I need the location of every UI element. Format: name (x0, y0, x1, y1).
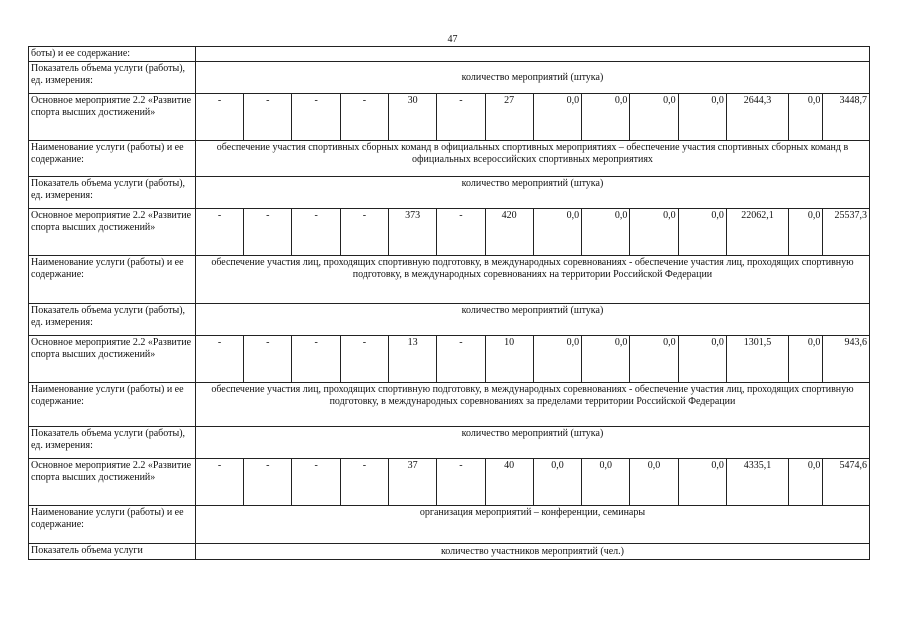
row-label: Показатель объема услуги (работы), ед. измерения: (29, 304, 196, 336)
data-cell: 0,0 (630, 336, 678, 383)
data-cell: - (244, 336, 292, 383)
table-row (29, 47, 870, 62)
data-cell: - (340, 209, 388, 256)
row-content: количество мероприятий (штука) (195, 177, 869, 209)
data-cell: 943,6 (823, 336, 870, 383)
data-cell: 0,0 (678, 94, 726, 141)
table-row (29, 459, 870, 506)
row-content: обеспечение участия спортивных сборных команд в официальных спортивных мероприятиях – обеспечение участия спортивных сборных команд в официальных всероссийских спортивных мероприятиях (195, 141, 869, 177)
data-cell: - (195, 94, 243, 141)
data-cell: 0,0 (789, 336, 823, 383)
data-cell: - (340, 459, 388, 506)
data-cell: 0,0 (533, 209, 581, 256)
data-cell: 0,0 (533, 336, 581, 383)
table-row (29, 94, 870, 141)
table-row (29, 209, 870, 256)
table-row (29, 383, 870, 427)
data-cell: 0,0 (789, 459, 823, 506)
data-cell: - (244, 459, 292, 506)
data-cell: - (292, 336, 340, 383)
data-cell: 373 (389, 209, 437, 256)
row-label: Наименование услуги (работы) и ее содержание: (29, 506, 196, 544)
data-cell: 0,0 (789, 209, 823, 256)
data-cell: - (437, 209, 485, 256)
row-label: Показатель объема услуги (работы), ед. измерения: (29, 427, 196, 459)
data-cell: 0,0 (533, 94, 581, 141)
data-cell: - (244, 209, 292, 256)
data-cell: 420 (485, 209, 533, 256)
row-content: обеспечение участия лиц, проходящих спортивную подготовку, в международных соревнованиях - обеспечение участия лиц, проходящих спортивную подготовку, в международных соревнованиях на территории Российской Федерации (195, 256, 869, 304)
row-label: Наименование услуги (работы) и ее содержание: (29, 383, 196, 427)
data-cell: 0,0 (582, 459, 630, 506)
table-row (29, 177, 870, 209)
row-label: Наименование услуги (работы) и ее содержание: (29, 256, 196, 304)
data-cell: 13 (389, 336, 437, 383)
data-cell: 5474,6 (823, 459, 870, 506)
data-cell: - (437, 336, 485, 383)
data-cell: 0,0 (533, 459, 581, 506)
data-cell: 0,0 (630, 459, 678, 506)
row-label: боты) и ее содержание: (29, 47, 196, 62)
table-row (29, 427, 870, 459)
data-cell: 2644,3 (726, 94, 788, 141)
data-cell: 30 (389, 94, 437, 141)
data-cell: 0,0 (582, 94, 630, 141)
row-label: Показатель объема услуги (29, 544, 196, 560)
data-cell: 25537,3 (823, 209, 870, 256)
row-content: количество мероприятий (штука) (195, 62, 869, 94)
data-cell: 0,0 (678, 209, 726, 256)
data-cell: 40 (485, 459, 533, 506)
table-row (29, 141, 870, 177)
row-label: Основное мероприятие 2.2 «Развитие спорта высших достижений» (29, 459, 196, 506)
data-cell: - (292, 209, 340, 256)
data-cell: 0,0 (630, 209, 678, 256)
data-cell: - (244, 94, 292, 141)
table-row (29, 336, 870, 383)
page-number: 47 (447, 34, 458, 45)
data-cell: 4335,1 (726, 459, 788, 506)
row-label: Показатель объема услуги (работы), ед. измерения: (29, 177, 196, 209)
data-cell: 0,0 (582, 209, 630, 256)
data-cell: 0,0 (789, 94, 823, 141)
row-content: организация мероприятий – конференции, семинары (195, 506, 869, 544)
row-content: количество участников мероприятий (чел.) (195, 544, 869, 560)
data-cell: 0,0 (678, 459, 726, 506)
row-content: обеспечение участия лиц, проходящих спортивную подготовку, в международных соревнованиях - обеспечение участия лиц, проходящих спортивную подготовку, в международных соревнованиях за пределами территории Российской Федерации (195, 383, 869, 427)
data-cell: 0,0 (630, 94, 678, 141)
data-cell: - (437, 459, 485, 506)
table-row (29, 544, 870, 560)
data-cell: 0,0 (582, 336, 630, 383)
row-label: Показатель объема услуги (работы), ед. измерения: (29, 62, 196, 94)
table-row (29, 506, 870, 544)
data-cell: - (292, 459, 340, 506)
data-cell: 0,0 (678, 336, 726, 383)
data-cell: - (195, 336, 243, 383)
services-table (28, 46, 870, 560)
data-cell: - (437, 94, 485, 141)
data-cell: 37 (389, 459, 437, 506)
table-row (29, 62, 870, 94)
row-content: количество мероприятий (штука) (195, 304, 869, 336)
row-content: количество мероприятий (штука) (195, 427, 869, 459)
data-cell: 1301,5 (726, 336, 788, 383)
row-label: Основное мероприятие 2.2 «Развитие спорта высших достижений» (29, 336, 196, 383)
table-row (29, 304, 870, 336)
data-cell: - (195, 209, 243, 256)
data-cell: 3448,7 (823, 94, 870, 141)
row-label: Основное мероприятие 2.2 «Развитие спорта высших достижений» (29, 209, 196, 256)
data-cell: 27 (485, 94, 533, 141)
data-cell: - (340, 336, 388, 383)
row-label: Основное мероприятие 2.2 «Развитие спорта высших достижений» (29, 94, 196, 141)
row-content (195, 47, 869, 62)
data-cell: - (292, 94, 340, 141)
row-label: Наименование услуги (работы) и ее содержание: (29, 141, 196, 177)
data-cell: - (195, 459, 243, 506)
data-cell: 10 (485, 336, 533, 383)
data-cell: - (340, 94, 388, 141)
data-cell: 22062,1 (726, 209, 788, 256)
table-row (29, 256, 870, 304)
